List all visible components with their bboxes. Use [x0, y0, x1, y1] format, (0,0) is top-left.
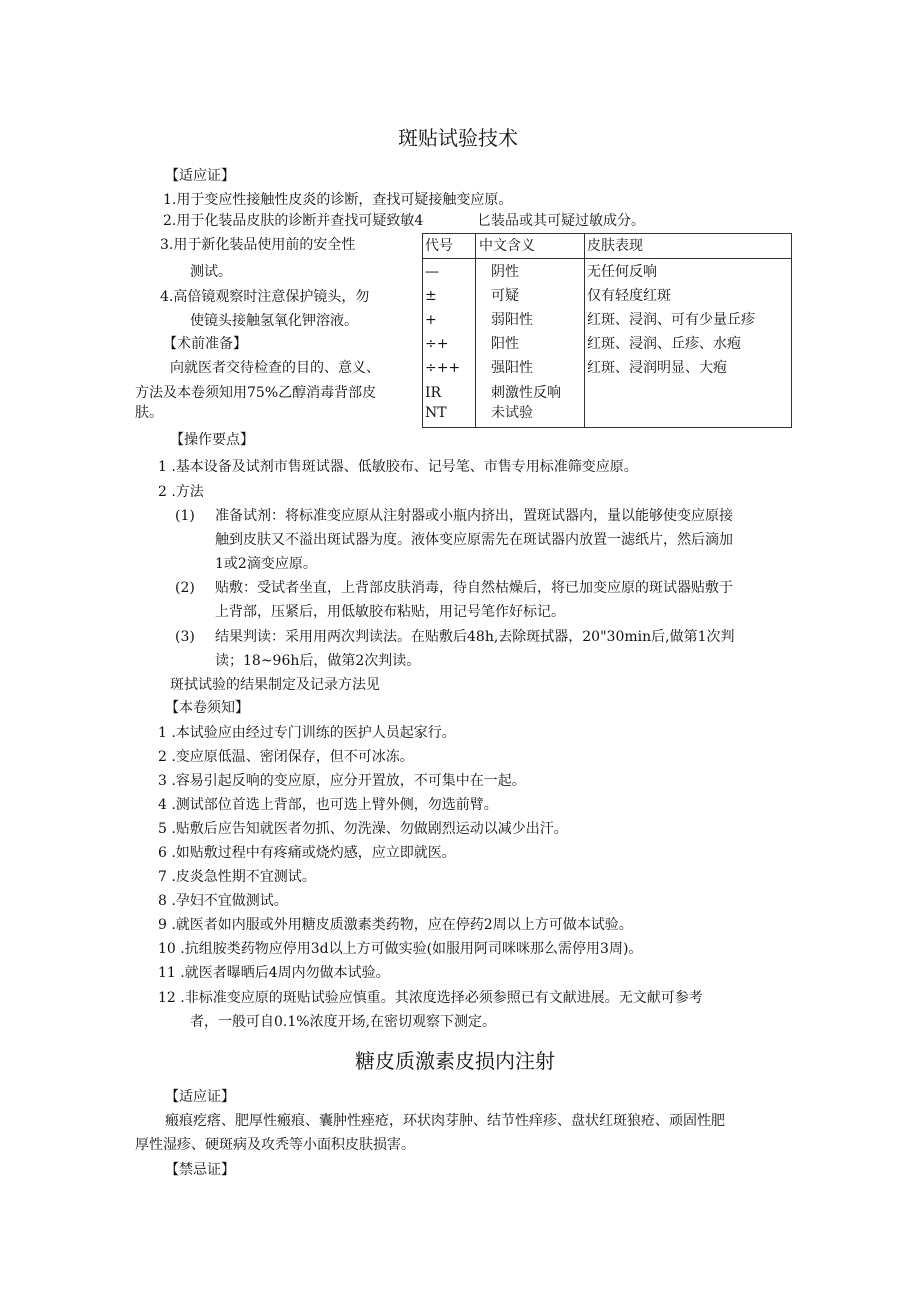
method-1-number: (1) [175, 508, 195, 524]
notice-item-11: 11 .就医者曝晒后4周内勿做本试验。 [158, 965, 390, 981]
method-3-number: (3) [175, 629, 195, 645]
notice-item-8: 8 .孕妇不宜做测试。 [158, 893, 288, 909]
result-table [422, 233, 792, 428]
table-header-divider [423, 258, 791, 259]
method-2-number: (2) [175, 580, 195, 596]
ops-heading: 【操作要点】 [170, 432, 254, 448]
indication-2-part-b: 匕装品或其可疑过敏成分。 [477, 213, 645, 229]
table-header-code: 代号 [425, 238, 453, 254]
table-cell-meaning: 可疑 [491, 288, 519, 304]
notice-heading: 【本卷须知】 [165, 700, 249, 716]
section-2-indication-line-2: 厚性湿疹、硬斑病及攻秃等小面积皮肤损害。 [135, 1137, 415, 1153]
table-cell-code: ÷+ [425, 336, 449, 352]
section-title: 斑贴试验技术 [398, 126, 518, 150]
op-item-2: 2 .方法 [158, 484, 204, 500]
notice-item-1: 1 .本试验应由经过专门训练的医护人员起家行。 [158, 725, 456, 741]
table-cell-skin: 无任何反响 [587, 264, 657, 280]
table-header-skin: 皮肤表现 [587, 238, 643, 254]
notice-item-12-line-1: 12 .非标准变应原的斑贴试验应慎重。其浓度选择必须参照已有文献进展。无文献可参考 [158, 990, 703, 1006]
indication-4-line-2: 使镜头接触氢氧化钾溶液。 [190, 313, 358, 329]
table-cell-meaning: 强阳性 [491, 360, 533, 376]
table-divider [584, 234, 585, 427]
result-note: 斑拭试验的结果制定及记录方法见 [170, 677, 380, 693]
notice-item-9: 9 .就医者如内服或外用糖皮质激素类药物，应在停药2周以上方可做本试验。 [158, 917, 633, 933]
prep-heading: 【术前准备】 [163, 336, 247, 352]
method-3-line-2: 读；18~96h后，做第2次判读。 [215, 653, 421, 669]
table-cell-meaning: 阳性 [491, 336, 519, 352]
indication-3-line-2: 测试。 [190, 264, 232, 280]
section-2-indications-heading: 【适应证】 [165, 1089, 235, 1105]
indication-1: 1.用于变应性接触性皮炎的诊断，查找可疑接触变应原。 [163, 192, 513, 208]
table-cell-skin: 仅有轻度红斑 [587, 288, 671, 304]
table-cell-code: ± [425, 288, 437, 304]
section-2-contra-heading: 【禁忌证】 [165, 1162, 235, 1178]
table-cell-code: — [425, 264, 439, 280]
table-cell-meaning: 刺激性反响 [491, 385, 561, 401]
method-2-line-2: 上背部，压紧后，用低敏胶布粘贴，用记号笔作好标记。 [215, 604, 565, 620]
table-cell-skin: 红斑、浸润、可有少量丘疹 [587, 312, 755, 328]
table-header-meaning: 中文含义 [479, 238, 535, 254]
prep-line-3: 肤。 [135, 405, 163, 421]
table-cell-meaning: 弱阳性 [491, 312, 533, 328]
section-2-title: 糖皮质激素皮损内注射 [355, 1049, 555, 1073]
notice-item-4: 4 .测试部位首选上背部，也可选上臂外侧，勿选前臂。 [158, 797, 498, 813]
table-cell-code: IR [425, 385, 442, 401]
table-cell-code: NT [425, 405, 447, 421]
notice-item-3: 3 .容易引起反响的变应原，应分开置放，不可集中在一起。 [158, 773, 526, 789]
table-divider [475, 234, 476, 427]
method-1-line-3: 1或2滴变应原。 [215, 556, 317, 572]
table-cell-meaning: 未试验 [491, 405, 533, 421]
notice-item-5: 5 .贴敷后应告知就医者勿抓、勿洗澡、勿做剧烈运动以减少出汗。 [158, 821, 568, 837]
section-2-indication-line-1: 瘢痕疙瘩、肥厚性瘢痕、囊肿性痤疮，环状肉芽肿、结节性痒疹、盘状红斑狼疮、顽固性肥 [165, 1113, 725, 1129]
table-cell-meaning: 阴性 [491, 264, 519, 280]
method-1-line-2: 触到皮肤又不溢出斑试器为度。液体变应原需先在斑试器内放置一滤纸片，然后滴加 [215, 532, 733, 548]
notice-item-10: 10 .抗组胺类药物应停用3d以上方可做实验(如服用阿司咪咪那么需停用3周)。 [158, 941, 643, 957]
op-item-1: 1 .基本设备及试剂市售斑试器、低敏胶布、记号笔、市售专用标准筛变应原。 [158, 459, 638, 475]
indication-3-line-1: 3.用于新化装品使用前的安全性 [160, 237, 356, 253]
prep-line-2: 方法及本卷须知用75%乙醇消毒背部皮 [135, 385, 377, 401]
method-3-line-1: 结果判读：采用用两次判读法。在贴敷后48h,去除斑拭器，20"30min后,做第1次判 [215, 629, 735, 645]
table-cell-skin: 红斑、浸润明显、大疱 [587, 360, 727, 376]
indications-heading: 【适应证】 [165, 168, 235, 184]
method-2-line-1: 贴敷：受试者坐直，上背部皮肤消毒，待自然枯燥后，将已加变应原的斑试器贴敷于 [215, 580, 733, 596]
table-cell-skin: 红斑、浸润、丘疹、水疱 [587, 336, 741, 352]
notice-item-7: 7 .皮炎急性期不宜测试。 [158, 869, 316, 885]
indication-4-line-1: 4.高倍镜观察时注意保护镜头，勿 [160, 289, 370, 305]
notice-item-6: 6 .如贴敷过程中有疼痛或烧灼感，应立即就医。 [158, 845, 456, 861]
notice-item-2: 2 .变应原低温、密闭保存，但不可冰冻。 [158, 749, 414, 765]
prep-line-1: 向就医者交待检查的目的、意义、 [170, 360, 380, 376]
notice-item-12-line-2: 者，一般可自0.1%浓度开场,在密切观察下测定。 [190, 1014, 497, 1030]
table-cell-code: ÷++ [425, 360, 461, 376]
method-1-line-1: 准备试剂：将标准变应原从注射器或小瓶内挤出，置斑试器内，量以能够使变应原接 [215, 508, 733, 524]
indication-2-part-a: 2.用于化装品皮肤的诊断并查找可疑致敏4 [163, 213, 424, 229]
table-cell-code: + [425, 312, 437, 328]
